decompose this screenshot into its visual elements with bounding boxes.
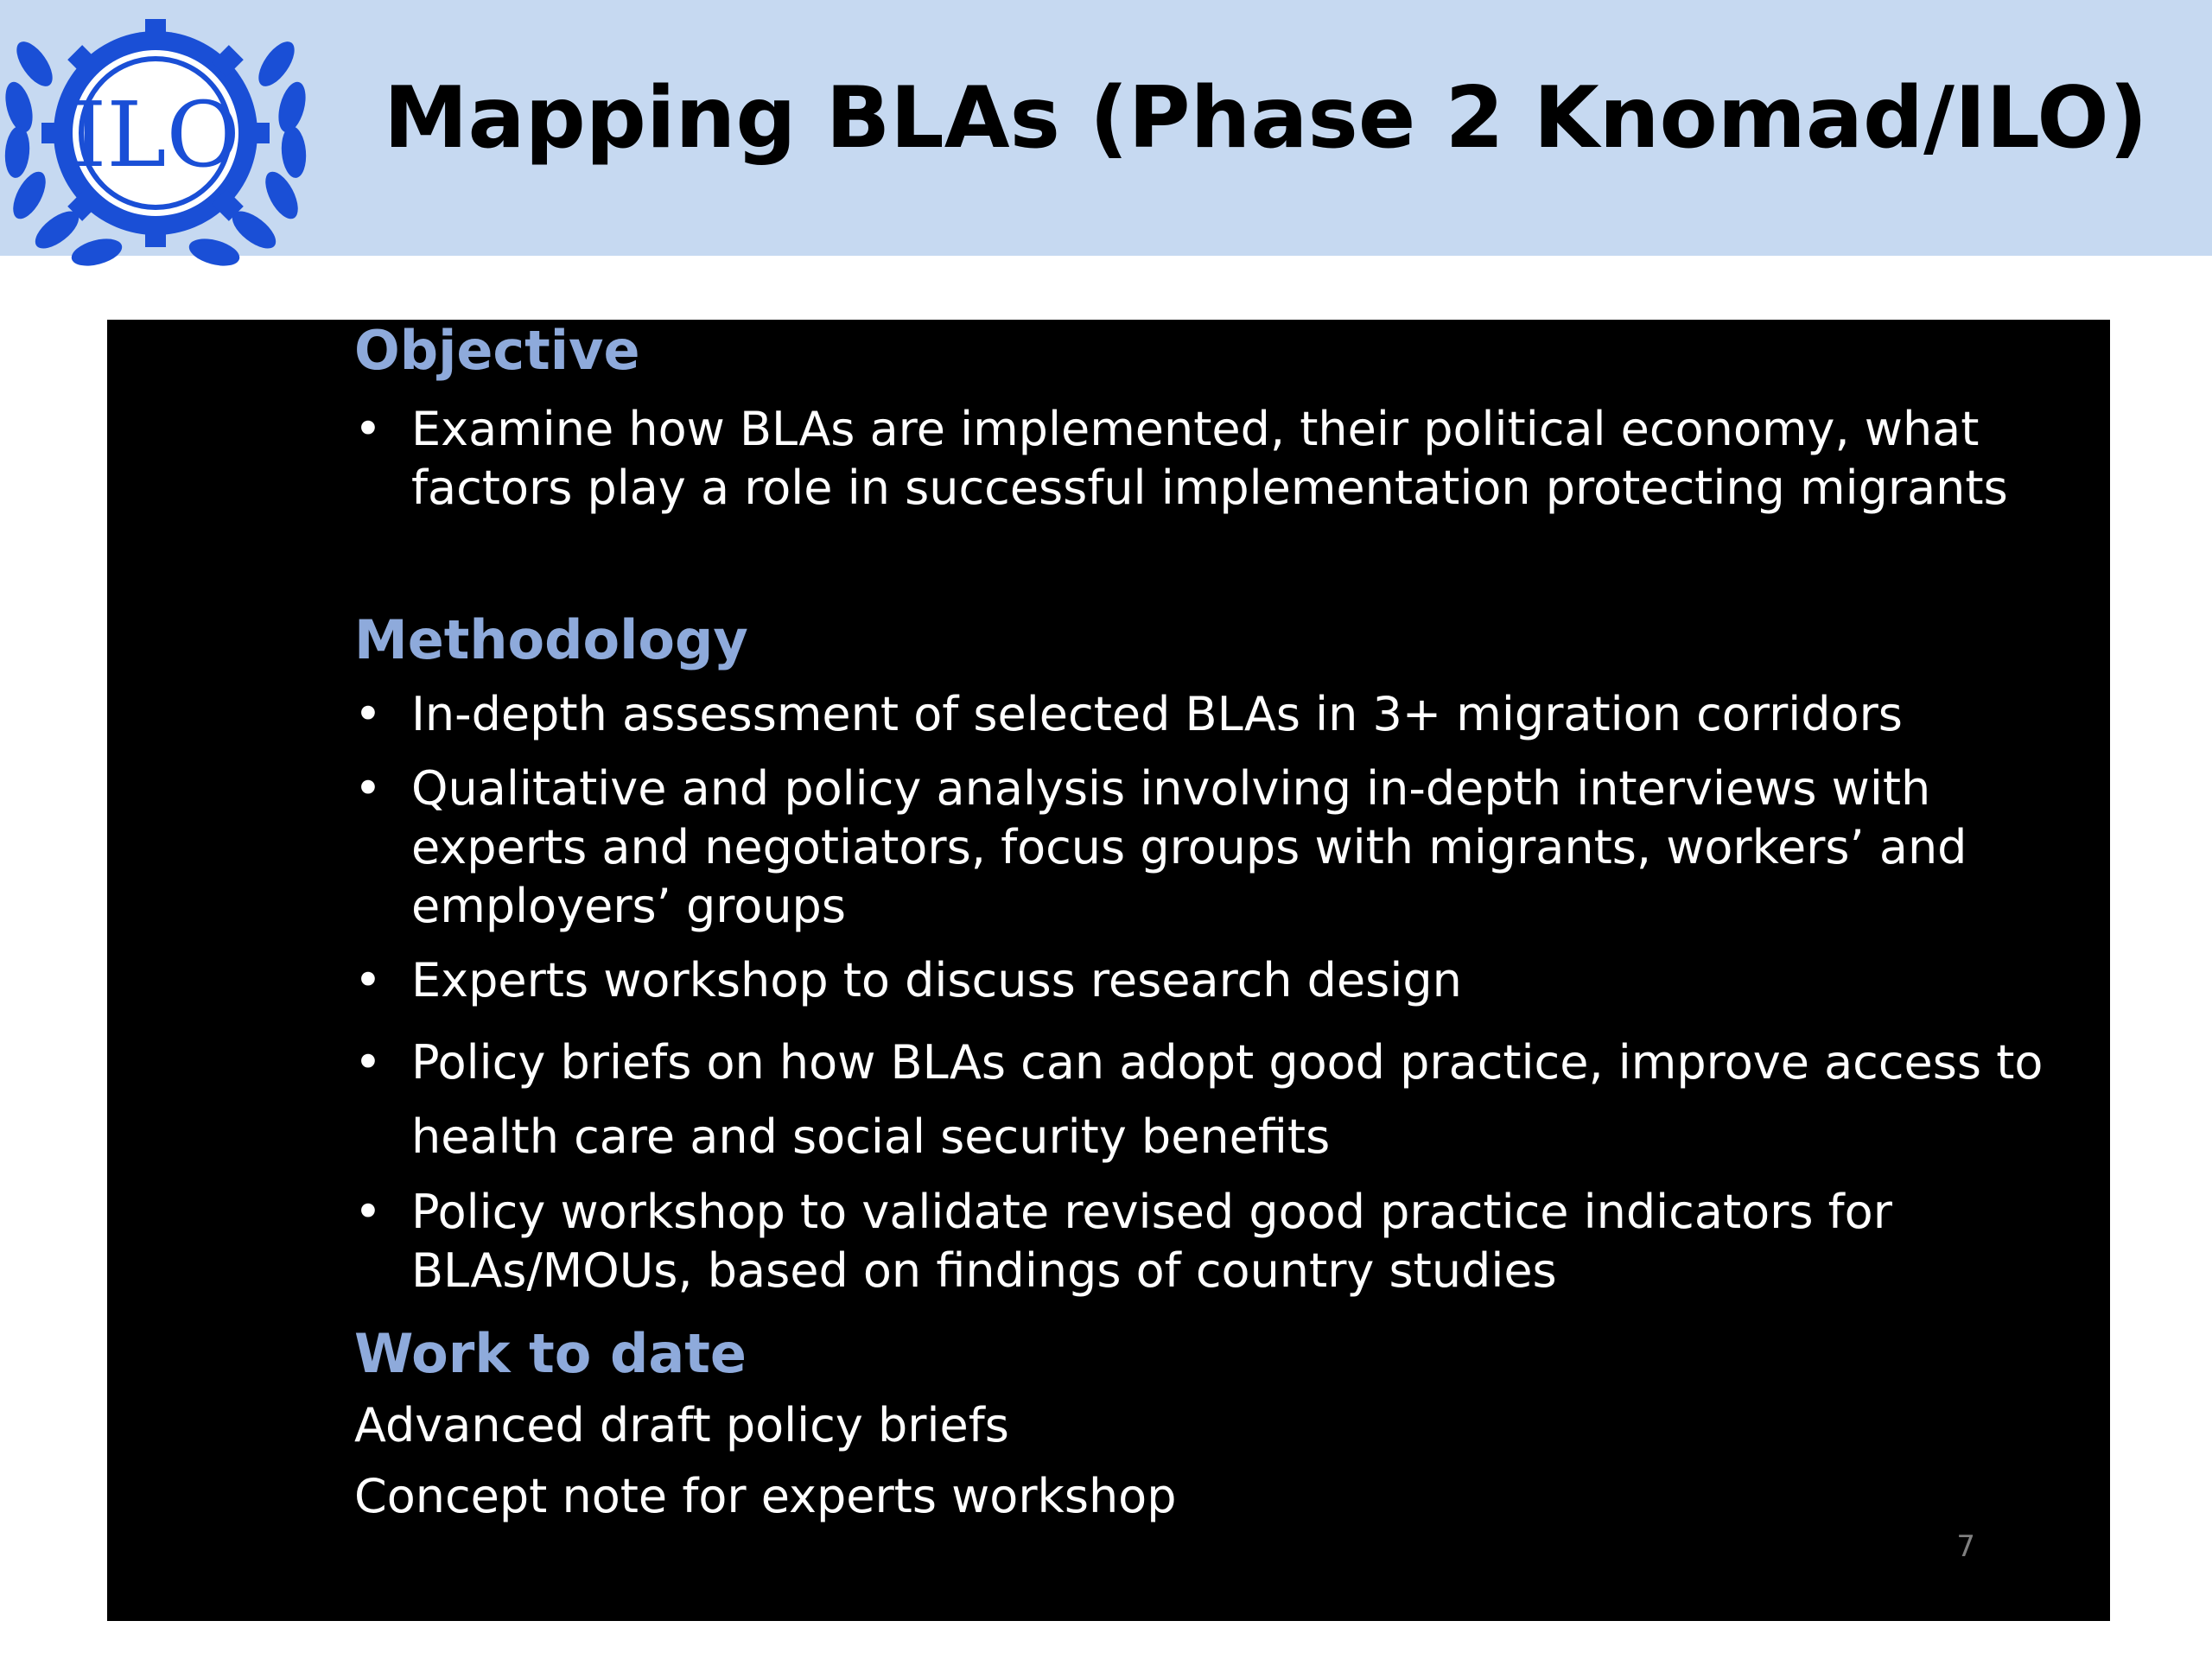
list-item: • Qualitative and policy analysis involving in-depth interviews with experts and negotiators, focus groups with migrants, workers’ and employers’ groups — [354, 760, 2082, 936]
methodology-list — [354, 685, 2082, 1300]
work-item: Concept note for experts workshop — [354, 1468, 1177, 1523]
slide-header — [0, 0, 2212, 256]
ilo-logo-icon — [0, 3, 311, 271]
list-item: • Policy workshop to validate revised good practice indicators for BLAs/MOUs, based on findings of country studies — [354, 1183, 2082, 1300]
page-number: 7 — [1956, 1529, 1975, 1564]
list-item: • Policy briefs on how BLAs can adopt good practice, improve access to health care and social security benefits — [354, 1026, 2082, 1174]
list-item: • In-depth assessment of selected BLAs in 3+ migration corridors — [354, 685, 2082, 744]
list-item: • Examine how BLAs are implemented, their political economy, what factors play a role in successful implementation protecting migrants — [354, 400, 2082, 518]
content-body — [354, 320, 2082, 1526]
objective-heading: Objective — [354, 319, 640, 382]
methodology-heading: Methodology — [354, 608, 748, 672]
ilo-logo-lettering: ILO — [71, 82, 240, 188]
list-item: • Experts workshop to discuss research design — [354, 951, 2082, 1010]
work-to-date-heading: Work to date — [354, 1321, 747, 1385]
work-item: Advanced draft policy briefs — [354, 1397, 1009, 1452]
objective-list — [354, 400, 2082, 518]
slide-title: Mapping BLAs (Phase 2 Knomad/ILO) — [384, 69, 2148, 168]
